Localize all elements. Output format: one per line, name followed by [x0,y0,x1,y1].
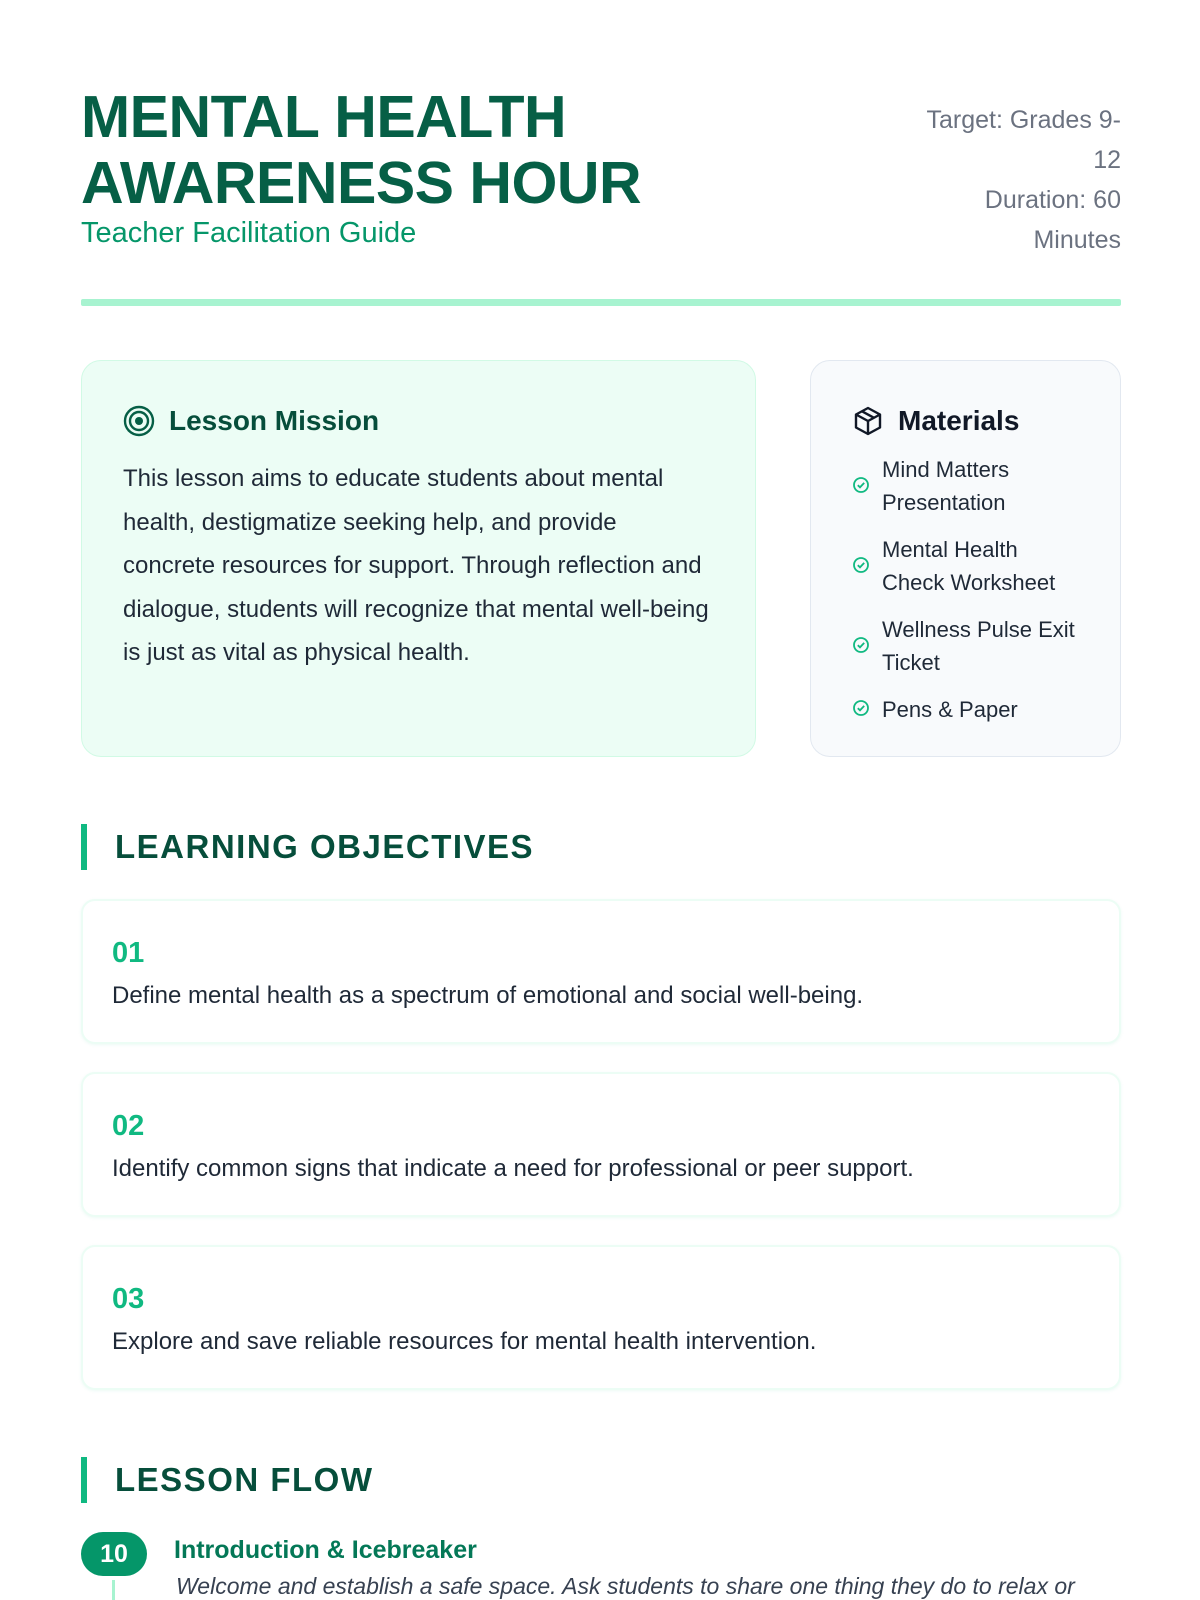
step-description: Welcome and establish a safe space. Ask students to share one thing they do to relax or [176,1573,1075,1599]
lesson-mission-card [81,360,756,757]
mission-heading: Lesson Mission [169,405,380,436]
materials-item [852,613,1079,679]
materials-item-label: Wellness Pulse Exit Ticket [882,617,1075,675]
page-header [81,80,1121,302]
objective-card [81,1072,1121,1217]
lesson-meta [901,100,1121,260]
target-icon [123,405,155,437]
target-grades: Target: Grades 9-12 [926,106,1121,174]
lesson-flow-heading [81,1457,374,1503]
objective-number: 01 [112,937,145,969]
objective-text: Define mental health as a spectrum of emotional and social well-being. [112,982,864,1009]
objective-card [81,1245,1121,1390]
check-circle-icon [852,470,870,503]
materials-item [852,533,1079,599]
objective-number: 02 [112,1110,145,1142]
materials-item-label: Pens & Paper [882,697,1018,722]
page-title: MENTAL HEALTH AWARENESS HOUR [81,84,642,216]
materials-heading: Materials [898,405,1020,436]
page-subtitle: Teacher Facilitation Guide [81,217,417,249]
lesson-flow-heading-label: LESSON FLOW [115,1461,374,1498]
mission-text: This lesson aims to educate students about mental health, destigmatize seeking help, and provide concrete resources for support. Through reflection and dialogue, students will recognize that mental well-being is just as vital as physical health. [123,465,709,666]
step-title: Introduction & Icebreaker [174,1536,477,1564]
check-circle-icon [852,550,870,583]
step-minutes-badge: 10 [81,1532,147,1576]
materials-item [852,453,1079,519]
lesson-duration: Duration: 60 Minutes [984,186,1121,254]
timeline-connector [112,1580,115,1600]
objective-card [81,899,1121,1044]
objectives-heading [81,824,534,870]
objective-number: 03 [112,1283,145,1315]
check-circle-icon [852,630,870,663]
materials-item-label: Mental Health Check Worksheet [882,537,1056,595]
materials-item-label: Mind Matters Presentation [882,457,1010,515]
objective-text: Identify common signs that indicate a need for professional or peer support. [112,1155,914,1182]
materials-card [810,360,1121,757]
materials-list [852,453,1079,726]
objective-text: Explore and save reliable resources for mental health intervention. [112,1328,817,1355]
box-icon [852,405,884,437]
check-circle-icon [852,693,870,726]
header-divider [81,299,1121,306]
materials-item [852,693,1079,726]
objectives-heading-label: LEARNING OBJECTIVES [115,828,535,865]
